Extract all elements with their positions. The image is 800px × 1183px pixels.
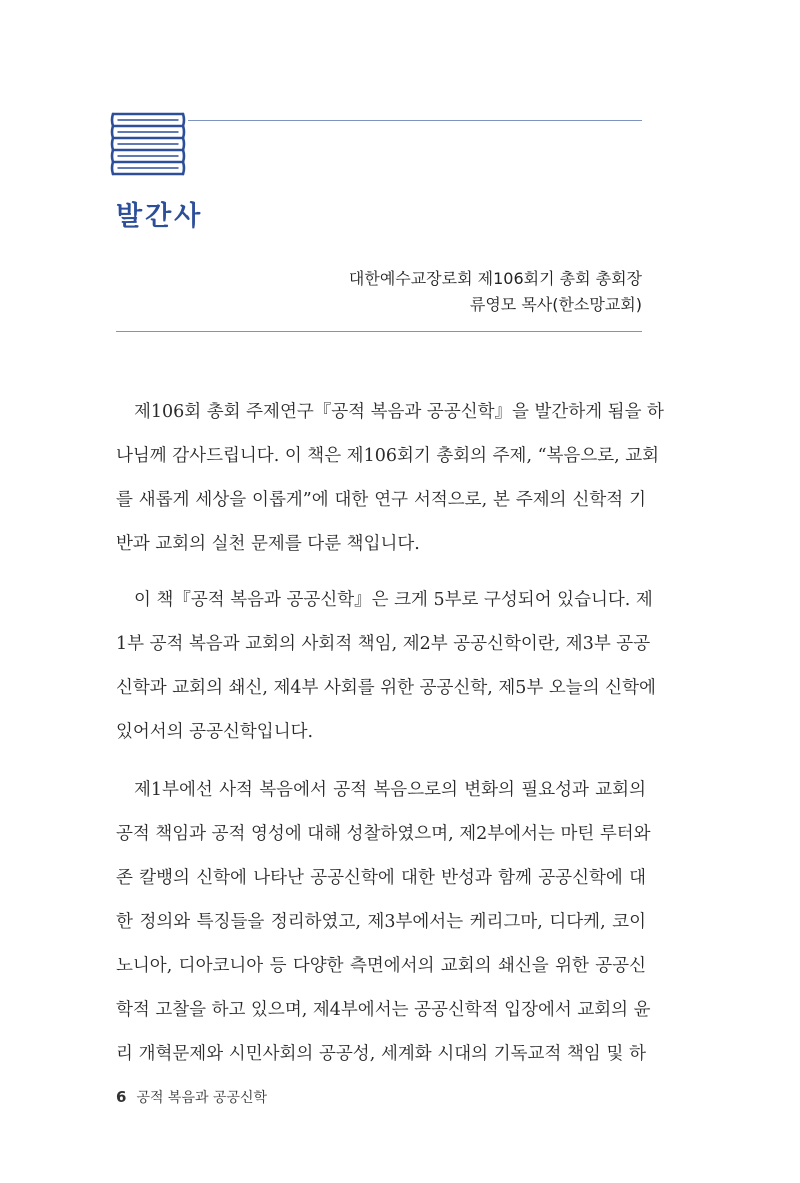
page-footer xyxy=(116,1087,267,1107)
paragraph-line: 리 개혁문제와 시민사회의 공공성, 세계화 시대의 기독교적 책임 및 하 xyxy=(116,1044,646,1064)
author-name: 류영모 목사(한소망교회) xyxy=(469,295,642,314)
paragraph-line: 존 칼뱅의 신학에 나타난 공공신학에 대한 반성과 함께 공공신학에 대 xyxy=(116,868,646,888)
header-rule xyxy=(188,120,642,121)
page-title: 발간사 xyxy=(116,201,204,232)
paragraph-line: 제1부에선 사적 복음에서 공적 복음으로의 변화의 필요성과 교회의 xyxy=(134,780,646,800)
running-title: 공적 복음과 공공신학 xyxy=(136,1090,268,1106)
paragraph-line: 반과 교회의 실천 문제를 다룬 책입니다. xyxy=(116,534,420,554)
paragraph-line: 공적 책임과 공적 영성에 대해 성찰하였으며, 제2부에서는 마틴 루터와 xyxy=(116,824,651,844)
paragraph-line: 이 책『공적 복음과 공공신학』은 크게 5부로 구성되어 있습니다. 제 xyxy=(134,590,653,610)
paragraph-line: 를 새롭게 세상을 이롭게”에 대한 연구 서적으로, 본 주제의 신학적 기 xyxy=(116,490,646,510)
author-rule xyxy=(116,331,642,332)
paragraph-line: 나님께 감사드립니다. 이 책은 제106회기 총회의 주제, “복음으로, 교회 xyxy=(116,446,660,466)
paragraph-line: 노니아, 디아코니아 등 다양한 측면에서의 교회의 쇄신을 위한 공공신 xyxy=(116,956,646,976)
paragraph-line: 학적 고찰을 하고 있으며, 제4부에서는 공공신학적 입장에서 교회의 윤 xyxy=(116,1000,651,1020)
author-position: 대한예수교장로회 제106회기 총회 총회장 xyxy=(348,269,642,288)
paragraph-line: 1부 공적 복음과 교회의 사회적 책임, 제2부 공공신학이란, 제3부 공공 xyxy=(116,634,651,654)
paragraph-line: 한 정의와 특징들을 정리하였고, 제3부에서는 케리그마, 디다케, 코이 xyxy=(116,912,646,932)
paragraph-line: 신학과 교회의 쇄신, 제4부 사회를 위한 공공신학, 제5부 오늘의 신학에 xyxy=(116,678,656,698)
book-stack-icon xyxy=(110,108,186,184)
paragraph-line: 있어서의 공공신학입니다. xyxy=(116,722,314,742)
page-number: 6 xyxy=(116,1088,127,1106)
paragraph-line: 제106회 총회 주제연구『공적 복음과 공공신학』을 발간하게 됨을 하 xyxy=(134,402,664,422)
author-block xyxy=(349,266,642,318)
